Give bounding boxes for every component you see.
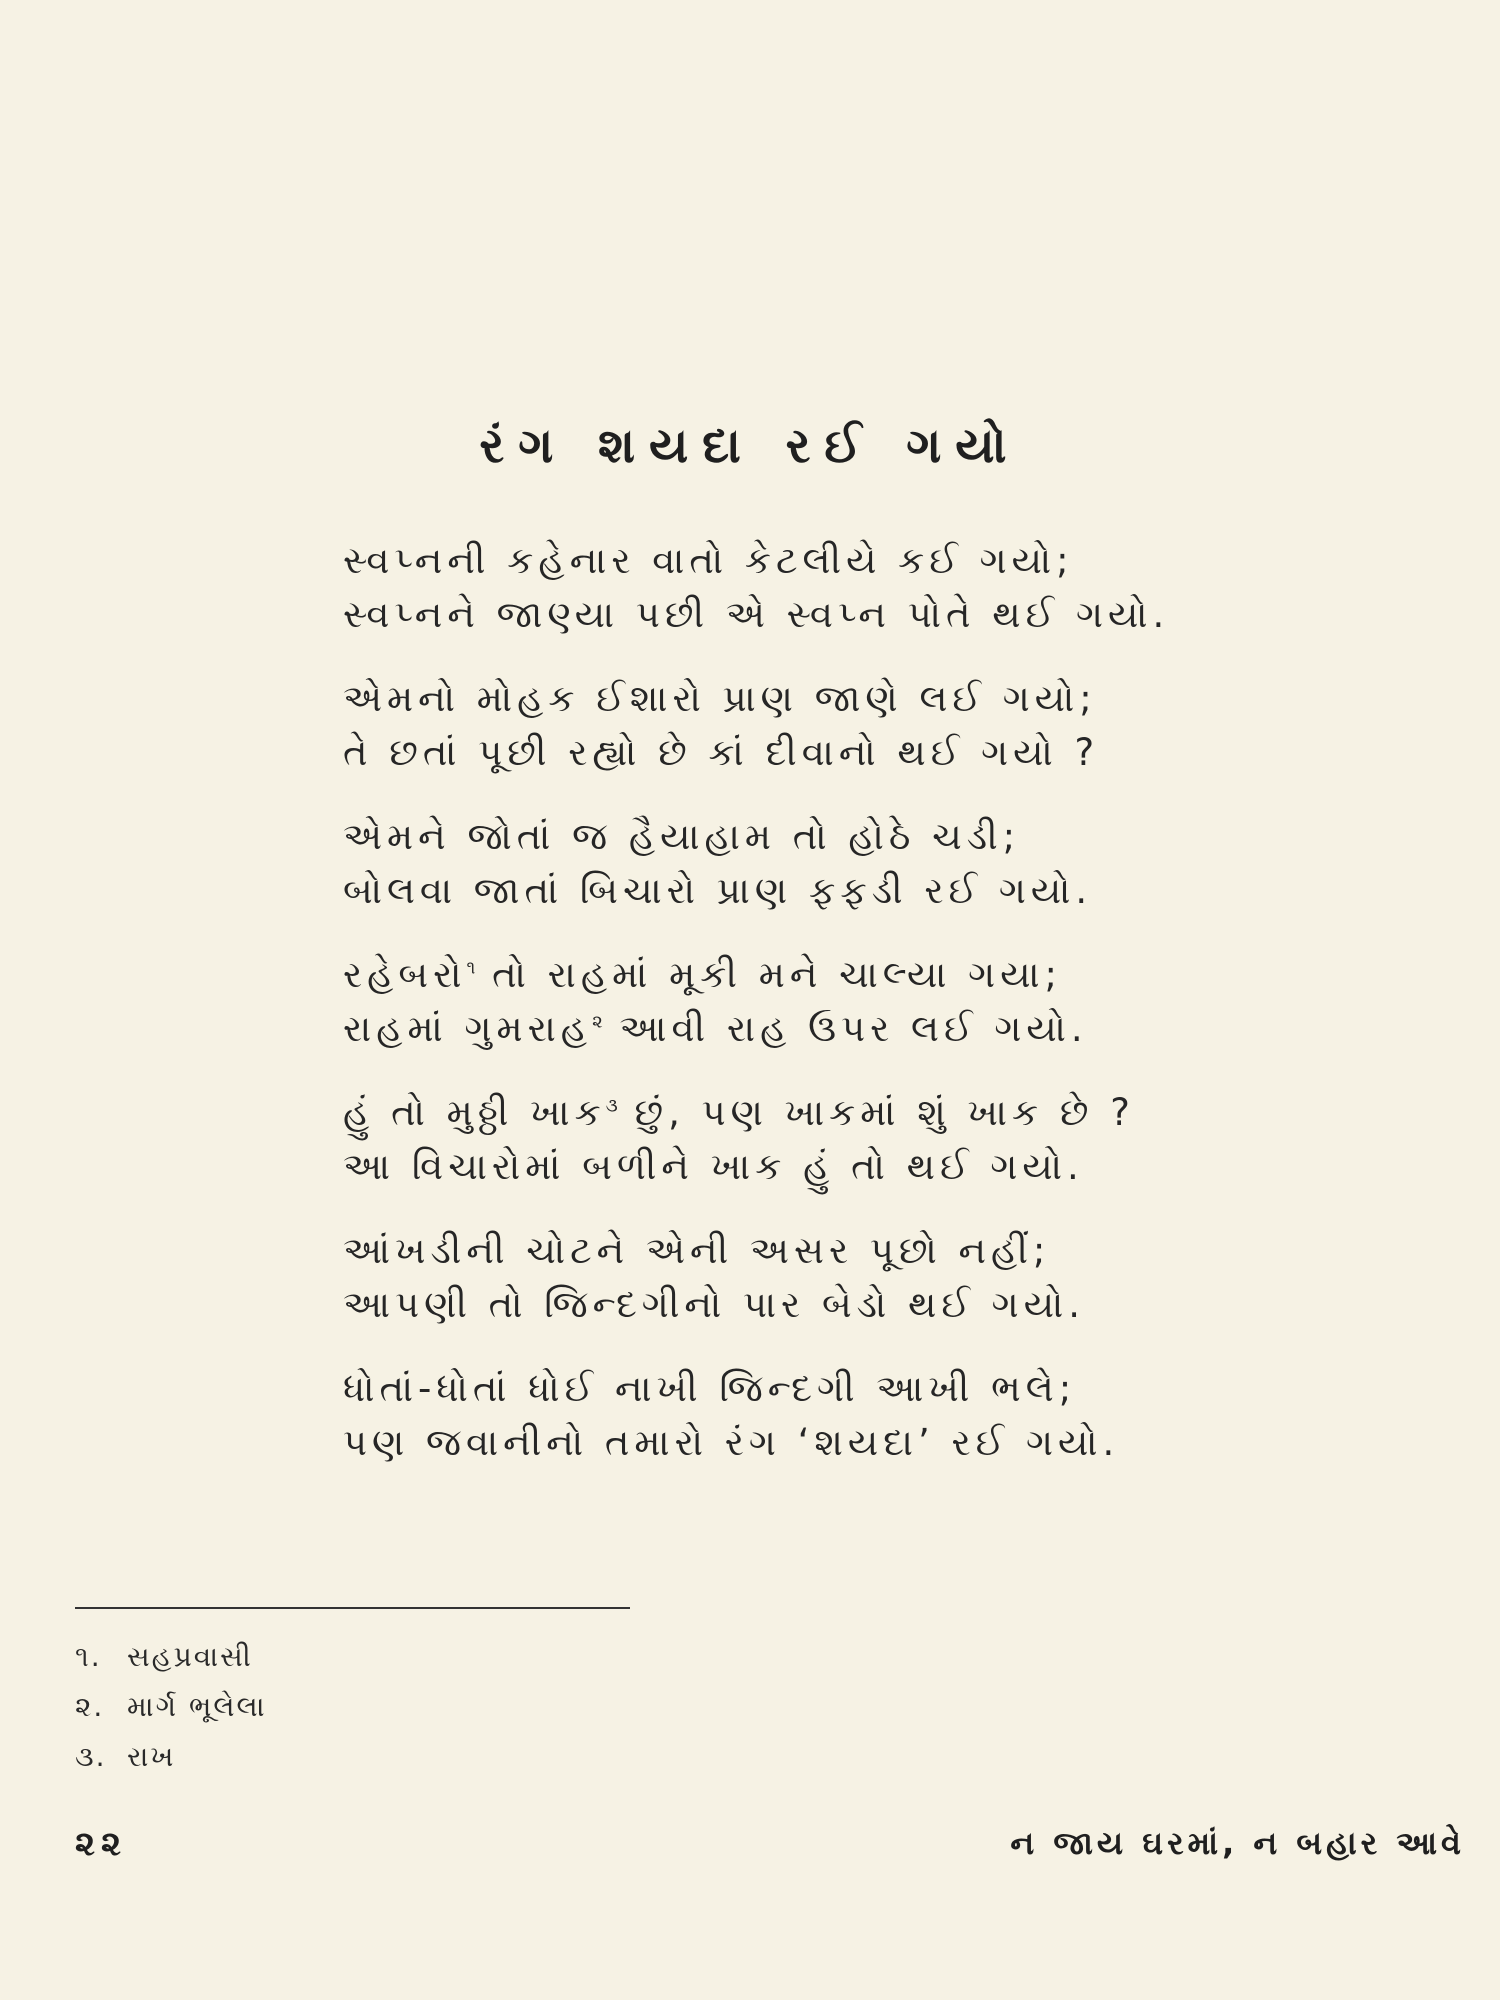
poem-line: બોલવા જાતાં બિચારો પ્રાણ ફફડી રઈ ગયો. [343, 869, 1093, 912]
footnote-number: ૨. [75, 1690, 105, 1723]
stanza-2 [343, 672, 1203, 780]
footnotes [75, 1632, 267, 1782]
poem-line: એમનો મોહક ઈશારો પ્રાણ જાણે લઈ ગયો; [343, 677, 1097, 720]
footnote-item [75, 1632, 267, 1682]
running-title: ન જાય ઘરમાં, ન બહાર આવે [1010, 1824, 1465, 1862]
line-text: તો રાહમાં મૂકી મને ચાલ્યા ગયા; [475, 953, 1063, 996]
line-text: રહેબરો [343, 953, 467, 996]
footnote-marker: ૨ [592, 1011, 603, 1033]
stanza-4 [343, 948, 1203, 1056]
footnote-item [75, 1732, 267, 1782]
footnote-marker: ૧ [466, 957, 476, 979]
footnote-number: ૧. [75, 1640, 102, 1673]
page-number: ૨૨ [75, 1824, 127, 1864]
footnote-text: સહપ્રવાસી [127, 1640, 253, 1673]
poem-line: પણ જવાનીનો તમારો રંગ ‘શયદા’ રઈ ગયો. [343, 1421, 1120, 1464]
stanza-5 [343, 1086, 1203, 1194]
stanza-7 [343, 1362, 1203, 1470]
stanza-1 [343, 534, 1203, 642]
poem-line: આપણી તો જિન્દગીનો પાર બેડો થઈ ગયો. [343, 1283, 1086, 1326]
line-text: હું તો મુઠ્ઠી ખાક [343, 1091, 606, 1134]
footnote-number: ૩. [75, 1740, 107, 1773]
poem-line [343, 1086, 1203, 1140]
poem-line: સ્વપ્નની કહેનાર વાતો કેટલીયે કઈ ગયો; [343, 539, 1074, 582]
poem-line: સ્વપ્નને જાણ્યા પછી એ સ્વપ્ન પોતે થઈ ગયો. [343, 593, 1170, 636]
poem-line: એમને જોતાં જ હૈયાહામ તો હોઠે ચડી; [343, 815, 1021, 858]
stanza-3 [343, 810, 1203, 918]
line-text: છું, પણ ખાકમાં શું ખાક છે ? [617, 1091, 1135, 1134]
footnote-text: માર્ગ ભૂલેલા [127, 1690, 267, 1723]
footnote-marker: ૩ [605, 1095, 618, 1117]
poem-title: રંગ શયદા રઈ ગયો [479, 418, 1021, 474]
poem-line: તે છતાં પૂછી રહ્યો છે કાં દીવાનો થઈ ગયો ? [343, 731, 1100, 774]
stanza-6 [343, 1224, 1203, 1332]
poem-line [343, 1002, 1203, 1056]
footnote-item [75, 1682, 267, 1732]
poem-body [343, 534, 1203, 1500]
poem-line: આંખડીની ચોટને એની અસર પૂછો નહીં; [343, 1229, 1051, 1272]
poem-line: ધોતાં-ધોતાં ધોઈ નાખી જિન્દગી આખી ભલે; [343, 1367, 1077, 1410]
poem-line [343, 948, 1203, 1002]
line-text: આવી રાહ ઉપર લઈ ગયો. [602, 1007, 1088, 1050]
footnote-divider [75, 1607, 630, 1609]
poem-line: આ વિચારોમાં બળીને ખાક હું તો થઈ ગયો. [343, 1145, 1084, 1188]
footnote-text: રાખ [127, 1740, 176, 1773]
line-text: રાહમાં ગુમરાહ [343, 1007, 593, 1050]
